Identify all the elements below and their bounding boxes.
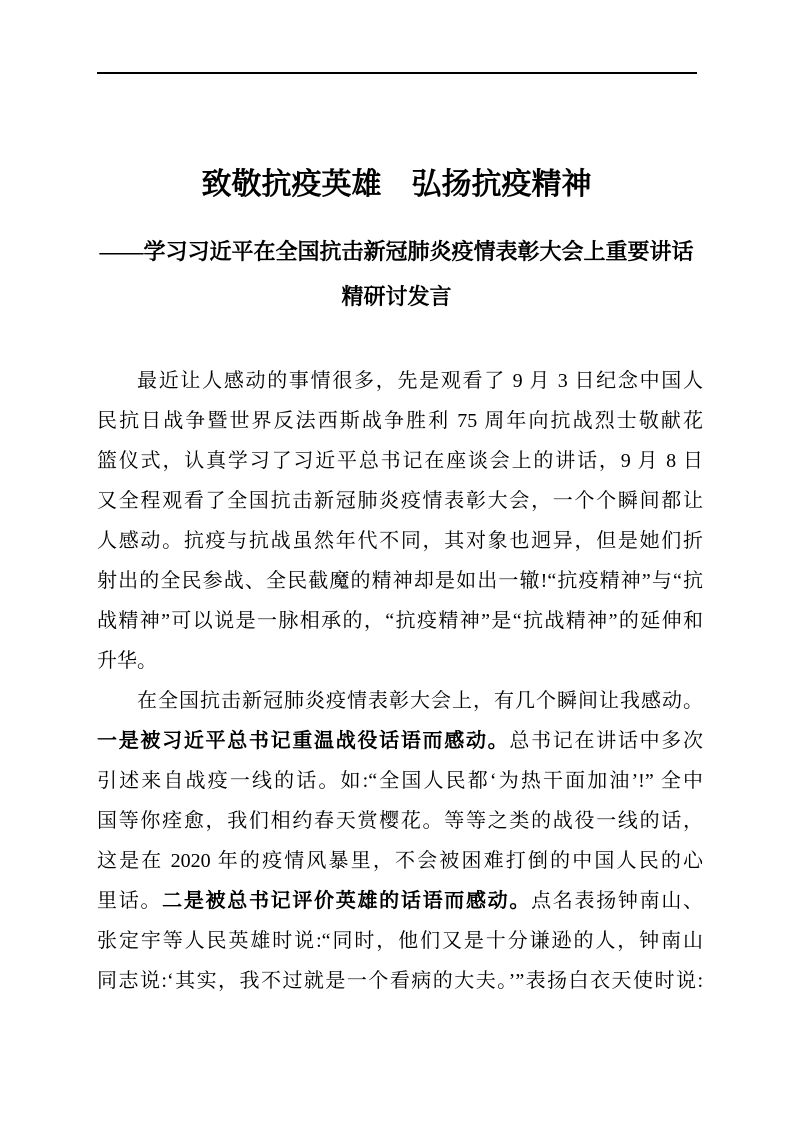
body-line bbox=[97, 921, 703, 961]
body-line bbox=[97, 681, 703, 721]
subtitle-line-1: ——学习习近平在全国抗击新冠肺炎疫情表彰大会上重要讲话 bbox=[99, 239, 694, 264]
body-line bbox=[97, 641, 703, 681]
text-segment: 升华。 bbox=[97, 650, 157, 672]
body-line bbox=[97, 881, 703, 921]
body-line bbox=[97, 761, 703, 801]
bold-text-segment: 二是被总书记评价英雄的话语而感动。 bbox=[162, 890, 532, 912]
document-title: 致敬抗疫英雄 弘扬抗疫精神 bbox=[201, 168, 592, 201]
text-segment: 点名表扬钟南山、 bbox=[531, 890, 703, 912]
text-segment: 总书记在讲话中多次 bbox=[509, 730, 703, 752]
text-segment: 最近让人感动的事情很多，先是观看了 9 月 3 日纪念中国人 bbox=[137, 370, 703, 392]
body-line bbox=[97, 841, 703, 881]
text-segment: 人感动。抗疫与抗战虽然年代不同，其对象也迥异，但是她们折 bbox=[97, 530, 703, 552]
body-line bbox=[97, 481, 703, 521]
text-segment: 在全国抗击新冠肺炎疫情表彰大会上，有几个瞬间让我感动。 bbox=[137, 690, 703, 712]
body-line bbox=[97, 601, 703, 641]
body-line bbox=[97, 361, 703, 401]
text-segment: 战精神”可以说是一脉相承的，“抗疫精神”是“抗战精神”的延伸和 bbox=[97, 610, 703, 632]
text-segment: 射出的全民参战、全民截魔的精神却是如出一辙!“抗疫精神”与“抗 bbox=[97, 570, 703, 592]
body-line bbox=[97, 401, 703, 441]
text-segment: 里话。 bbox=[97, 890, 163, 912]
text-segment: 民抗日战争暨世界反法西斯战争胜利 75 周年向抗战烈士敬献花 bbox=[97, 410, 703, 432]
body-line bbox=[97, 961, 703, 1001]
text-segment: 同志说:‘其实，我不过就是一个看病的大夫。’”表扬白衣天使时说: bbox=[97, 970, 703, 992]
paragraph bbox=[97, 361, 703, 681]
body-line bbox=[97, 441, 703, 481]
body-line bbox=[97, 521, 703, 561]
text-segment: 这是在 2020 年的疫情风暴里，不会被困难打倒的中国人民的心 bbox=[97, 850, 703, 872]
text-segment: 引述来自战疫一线的话。如:“全国人民都‘为热干面加油’!” 全中 bbox=[97, 770, 703, 792]
text-segment: 篮仪式，认真学习了习近平总书记在座谈会上的讲话，9 月 8 日 bbox=[97, 450, 703, 472]
text-segment: 国等你痊愈，我们相约春天赏樱花。等等之类的战役一线的话， bbox=[97, 810, 703, 832]
bold-text-segment: 一是被习近平总书记重温战役话语而感动。 bbox=[97, 730, 510, 752]
paragraph bbox=[97, 681, 703, 1001]
subtitle-line-2: 精研讨发言 bbox=[341, 284, 452, 309]
body-line bbox=[97, 561, 703, 601]
document-subtitle bbox=[96, 229, 697, 319]
text-segment: 又全程观看了全国抗击新冠肺炎疫情表彰大会，一个个瞬间都让 bbox=[97, 490, 703, 512]
body-line bbox=[97, 721, 703, 761]
text-segment: 张定宇等人民英雄时说:“同时，他们又是十分谦逊的人，钟南山 bbox=[97, 930, 703, 952]
body-line bbox=[97, 801, 703, 841]
document-body bbox=[97, 361, 703, 1001]
header-divider bbox=[97, 72, 697, 74]
